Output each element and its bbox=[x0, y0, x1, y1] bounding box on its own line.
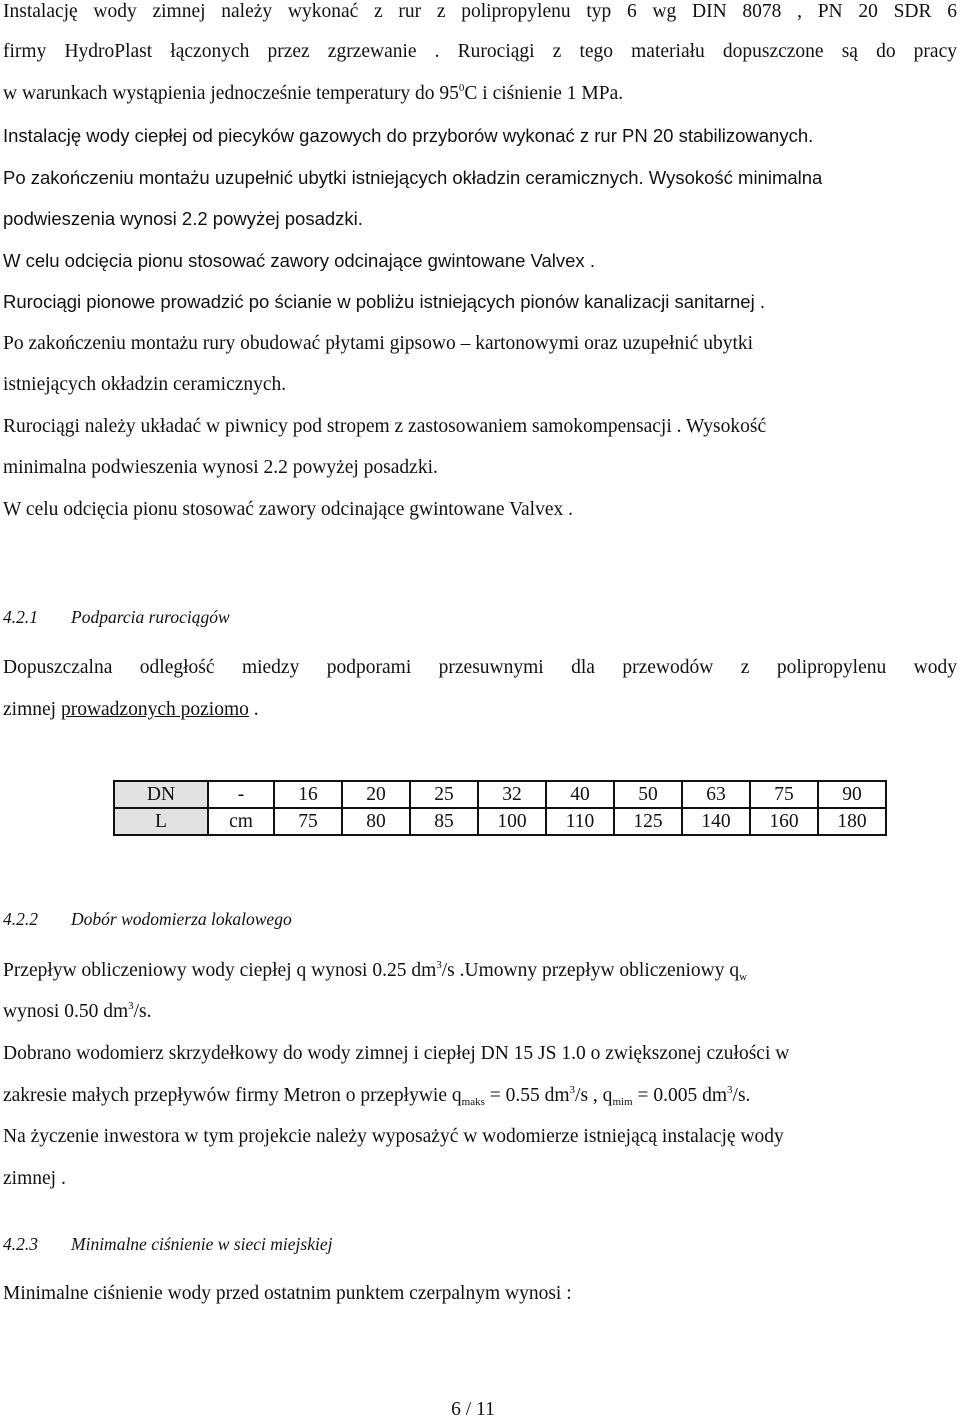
table-cell: 32 bbox=[478, 781, 546, 808]
table-cell: L bbox=[114, 808, 208, 835]
table-cell: 85 bbox=[410, 808, 478, 835]
text-line: W celu odcięcia pionu stosować zawory odcinające gwintowane Valvex . bbox=[3, 250, 595, 271]
text-line: Rurociągi pionowe prowadzić po ścianie w pobliżu istniejących pionów kanalizacji sanitarnej . bbox=[3, 291, 765, 312]
text-line: Instalację wody ciepłej od piecyków gazowych do przyborów wykonać z rur PN 20 stabilizowanych. bbox=[3, 125, 814, 146]
page-number: 6 / 11 bbox=[451, 1399, 495, 1420]
text-line: Po zakończeniu montażu uzupełnić ubytki istniejących okładzin ceramicznych. Wysokość minimalna bbox=[3, 167, 823, 188]
text-line bbox=[3, 1084, 750, 1108]
table-cell: 110 bbox=[546, 808, 614, 835]
text-line: podwieszenia wynosi 2.2 powyżej posadzki. bbox=[3, 208, 363, 229]
text-line bbox=[3, 82, 623, 106]
text-line: Minimalne ciśnienie wody przed ostatnim punktem czerpalnym wynosi : bbox=[3, 1283, 572, 1304]
table-cell: 75 bbox=[750, 781, 818, 808]
text-line: Dopuszczalna odległość miedzy podporami przesuwnymi dla przewodów z polipropylenu wody bbox=[3, 657, 957, 678]
table-cell: - bbox=[208, 781, 274, 808]
table-cell: 90 bbox=[818, 781, 886, 808]
text-run: /s. bbox=[133, 1001, 152, 1022]
subscript: mim bbox=[612, 1096, 633, 1108]
section-heading-4-2-2 bbox=[3, 907, 292, 931]
superscript: 0 bbox=[458, 82, 465, 94]
table-cell: cm bbox=[208, 808, 274, 835]
section-title: Dobór wodomierza lokalowego bbox=[71, 909, 292, 929]
underlined-text: prowadzonych poziomo bbox=[60, 699, 249, 720]
table-cell: 50 bbox=[614, 781, 682, 808]
text-line: Rurociągi należy układać w piwnicy pod stropem z zastosowaniem samokompensacji . Wysokość bbox=[3, 416, 767, 437]
text-run: w warunkach wystąpienia jednocześnie temperatury do 95 bbox=[3, 83, 459, 104]
table-cell: 125 bbox=[614, 808, 682, 835]
section-number: 4.2.2 bbox=[3, 909, 38, 929]
table-cell: 80 bbox=[342, 808, 410, 835]
text-run: . bbox=[248, 699, 259, 720]
text-line: Na życzenie inwestora w tym projekcie należy wyposażyć w wodomierze istniejącą instalację wody bbox=[3, 1126, 784, 1147]
section-title: Podparcia rurociągów bbox=[71, 607, 230, 627]
table-row-l bbox=[114, 808, 886, 835]
text-line: zimnej . bbox=[3, 1168, 66, 1189]
subscript: w bbox=[739, 971, 748, 983]
text-line bbox=[3, 1000, 152, 1024]
section-heading-4-2-3 bbox=[3, 1232, 332, 1256]
text-line: firmy HydroPlast łączonych przez zgrzewanie . Rurociągi z tego materiału dopuszczone są do pracy bbox=[3, 41, 957, 62]
text-run: /s .Umowny przepływ obliczeniowy q bbox=[441, 960, 740, 981]
table-cell: 100 bbox=[478, 808, 546, 835]
text-run: = 0.005 dm bbox=[632, 1085, 728, 1106]
section-heading-4-2-1 bbox=[3, 605, 230, 629]
superscript: 3 bbox=[569, 1084, 576, 1096]
section-number: 4.2.3 bbox=[3, 1234, 38, 1254]
table-cell: 160 bbox=[750, 808, 818, 835]
table-cell: 25 bbox=[410, 781, 478, 808]
text-run: Przepływ obliczeniowy wody ciepłej q wynosi 0.25 dm bbox=[3, 960, 437, 981]
superscript: 3 bbox=[727, 1084, 733, 1096]
text-line: minimalna podwieszenia wynosi 2.2 powyżej posadzki. bbox=[3, 457, 438, 478]
subscript: maks bbox=[461, 1096, 485, 1108]
text-run: zakresie małych przepływów firmy Metron o przepływie q bbox=[3, 1085, 462, 1106]
table-cell: 75 bbox=[274, 808, 342, 835]
table-cell: 180 bbox=[818, 808, 886, 835]
table-cell: 20 bbox=[342, 781, 410, 808]
text-line: W celu odcięcia pionu stosować zawory odcinające gwintowane Valvex . bbox=[3, 499, 573, 520]
text-line bbox=[3, 959, 747, 983]
text-run: C i ciśnienie 1 MPa. bbox=[464, 83, 624, 104]
text-line bbox=[3, 698, 259, 722]
text-run: /s. bbox=[732, 1085, 751, 1106]
text-run: wynosi 0.50 dm bbox=[3, 1001, 129, 1022]
text-line: Instalację wody zimnej należy wykonać z rur z polipropylenu typ 6 wg DIN 8078 , PN 20 SDR 6 bbox=[3, 1, 957, 22]
superscript: 3 bbox=[436, 959, 442, 971]
support-spacing-table bbox=[113, 780, 887, 836]
section-number: 4.2.1 bbox=[3, 607, 38, 627]
table-cell: 16 bbox=[274, 781, 342, 808]
table-cell: DN bbox=[114, 781, 208, 808]
text-run: zimnej bbox=[3, 699, 61, 720]
superscript: 3 bbox=[128, 1000, 134, 1012]
text-line: Po zakończeniu montażu rury obudować płytami gipsowo – kartonowymi oraz uzupełnić ubytki bbox=[3, 333, 754, 354]
table-cell: 63 bbox=[682, 781, 750, 808]
text-line: istniejących okładzin ceramicznych. bbox=[3, 374, 287, 395]
text-run: /s , q bbox=[575, 1085, 613, 1106]
text-line: Dobrano wodomierz skrzydełkowy do wody zimnej i ciepłej DN 15 JS 1.0 o zwiększonej czułości w bbox=[3, 1043, 790, 1064]
table-row-dn bbox=[114, 781, 886, 808]
section-title: Minimalne ciśnienie w sieci miejskiej bbox=[71, 1234, 333, 1254]
table-cell: 40 bbox=[546, 781, 614, 808]
text-run: = 0.55 dm bbox=[484, 1085, 570, 1106]
table-cell: 140 bbox=[682, 808, 750, 835]
